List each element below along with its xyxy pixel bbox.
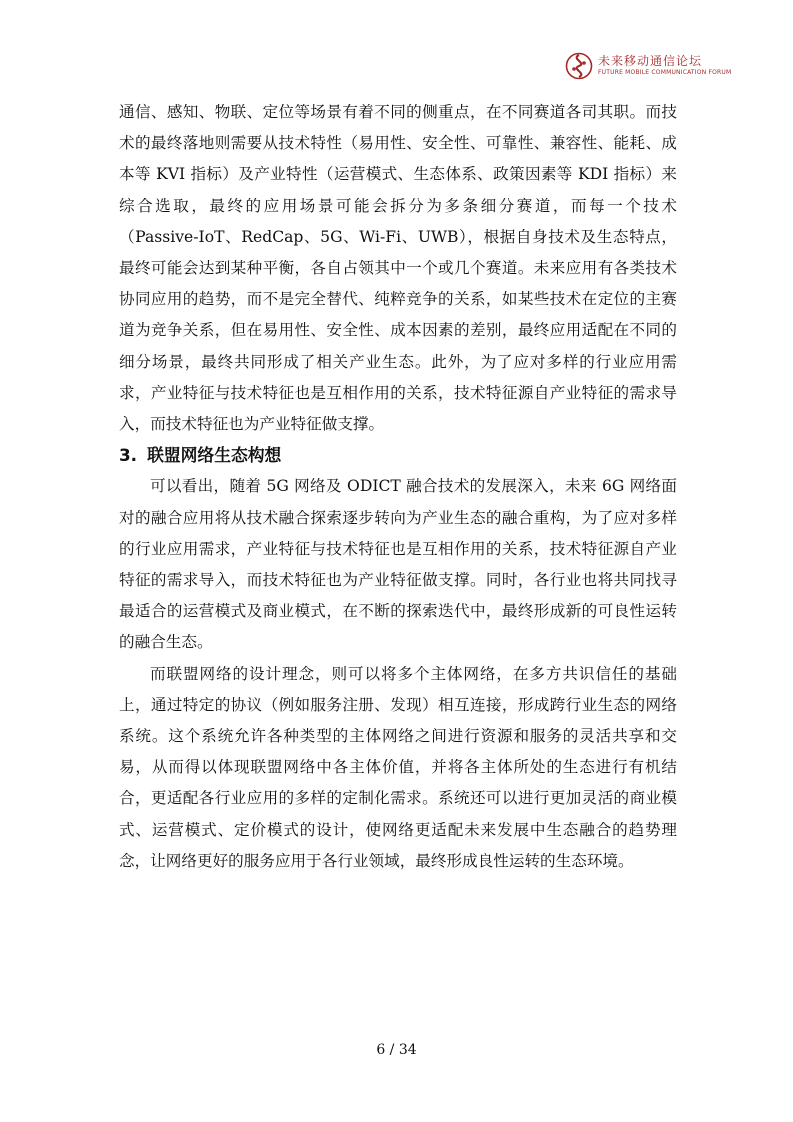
- page-number: 6 / 34: [376, 1042, 417, 1058]
- section-title: 联盟网络生态构想: [147, 445, 282, 466]
- section-heading: [119, 440, 677, 471]
- paragraph-1: 通信、感知、物联、定位等场景有着不同的侧重点，在不同赛道各司其职。而技术的最终落地则需要从技术特性（易用性、安全性、可靠性、兼容性、能耗、成本等 KVI 指标）及产业特性（运营模式、生态体系、政策因素等 KDI 指标）来综合选取，最终的应用场景可能会拆分为多条细分赛道，而每一个技术（Passive-IoT、RedCap、5G、Wi-Fi、UWB），根据自身技术及生态特点，最终可能会达到某种平衡，各自占领其中一个或几个赛道。未来应用有各类技术协同应用的趋势，而不是完全替代、纯粹竞争的关系，如某些技术在定位的主赛道为竞争关系，但在易用性、安全性、成本因素的差别，最终应用适配在不同的细分场景，最终共同形成了相关产业生态。此外，为了应对多样的行业应用需求，产业特征与技术特征也是互相作用的关系，技术特征源自产业特征的需求导入，而技术特征也为产业特征做支撑。: [119, 103, 677, 434]
- logo-english-text: FUTURE MOBILE COMMUNICATION FORUM: [598, 69, 732, 76]
- header-logo: [565, 50, 745, 84]
- paragraph-3: 而联盟网络的设计理念，则可以将多个主体网络，在多方共识信任的基础上，通过特定的协议（例如服务注册、发现）相互连接，形成跨行业生态的网络系统。这个系统允许各种类型的主体网络之间进行资源和服务的灵活共享和交易，从而得以体现联盟网络中各主体价值，并将各主体所处的生态进行有机结合，更适配各行业应用的多样的定制化需求。系统还可以进行更加灵活的商业模式、运营模式、定价模式的设计，使网络更适配未来发展中生态融合的趋势理念，让网络更好的服务应用于各行业领域，最终形成良性运转的生态环境。: [119, 664, 677, 870]
- forum-swirl-logo-icon: [565, 52, 593, 80]
- document-body: [119, 97, 677, 877]
- paragraph-2: 可以看出，随着 5G 网络及 ODICT 融合技术的发展深入，未来 6G 网络面对的融合应用将从技术融合探索逐步转向为产业生态的融合重构，为了应对多样的行业应用需求，产业特征与技术特征也是互相作用的关系，技术特征源自产业特征的需求导入，而技术特征也为产业特征做支撑。同时，各行业也将共同找寻最适合的运营模式及商业模式，在不断的探索迭代中，最终形成新的可良性运转的融合生态。: [119, 477, 677, 652]
- section-number: 3.: [119, 445, 138, 466]
- logo-chinese-text: 未来移动通信论坛: [598, 54, 703, 68]
